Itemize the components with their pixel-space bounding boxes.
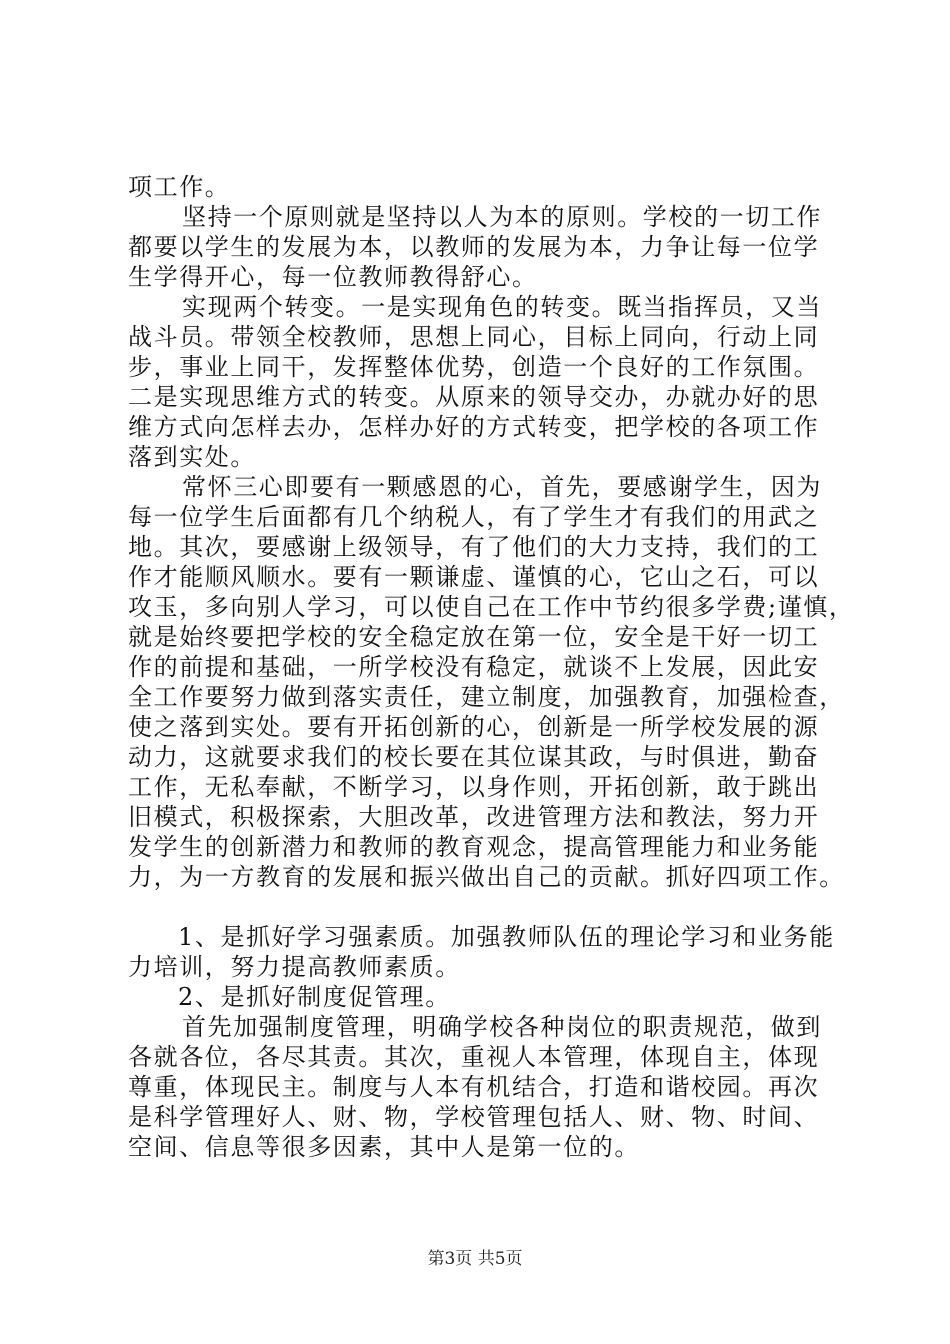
text-line: 1、是抓好学习强素质。加强教师队伍的理论学习和业务能 [178,923,835,951]
text-line: 作的前提和基础，一所学校没有稳定，就谈不上发展，因此安 [128,653,820,681]
text-line: 动力，这就要求我们的校长要在其位谋其政，与时俱进，勤奋 [128,743,820,771]
text-line: 力，为一方教育的发展和振兴做出自己的贡献。抓好四项工作。 [128,863,845,891]
text-line: 坚持一个原则就是坚持以人为本的原则。学校的一切工作 [182,203,822,231]
document-body [128,172,855,1162]
text-line: 生学得开心，每一位教师教得舒心。 [128,263,538,291]
text-line: 战斗员。带领全校教师，思想上同心，目标上同向，行动上同 [128,323,820,351]
text-line: 尊重，体现民主。制度与人本有机结合，打造和谐校园。再次 [128,1073,820,1101]
text-line: 全工作要努力做到落实责任，建立制度，加强教育，加强检查， [128,683,845,711]
text-line: 工作，无私奉献，不断学习，以身作则，开拓创新，敢于跳出 [128,773,820,801]
paragraph-block-2 [128,922,835,1162]
text-line: 力培训，努力提高教师素质。 [128,953,461,981]
text-line: 各就各位，各尽其责。其次，重视人本管理，体现自主，体现 [128,1043,820,1071]
text-line: 攻玉，多向别人学习，可以使自己在工作中节约很多学费;谨慎， [128,593,855,621]
text-line: 都要以学生的发展为本，以教师的发展为本，力争让每一位学 [128,233,820,261]
text-line: 维方式向怎样去办，怎样办好的方式转变，把学校的各项工作 [128,413,820,441]
text-line: 落到实处。 [128,443,256,471]
paragraph-block-1 [128,172,855,892]
text-line: 使之落到实处。要有开拓创新的心，创新是一所学校发展的源 [128,713,820,741]
text-line: 常怀三心即要有一颗感恩的心，首先，要感谢学生，因为 [182,473,822,501]
text-line: 2、是抓好制度促管理。 [178,983,451,1011]
text-line: 空间、信息等很多因素，其中人是第一位的。 [128,1133,640,1161]
text-line: 旧模式，积极探索，大胆改革，改进管理方法和教法，努力开 [128,803,820,831]
text-line: 实现两个转变。一是实现角色的转变。既当指挥员，又当 [182,293,822,321]
text-line: 就是始终要把学校的安全稳定放在第一位，安全是干好一切工 [128,623,820,651]
text-line: 步，事业上同干，发挥整体优势，创造一个良好的工作氛围。 [128,353,820,381]
page-footer: 第3页 共5页 [427,1249,523,1269]
text-line: 发学生的创新潜力和教师的教育观念，提高管理能力和业务能 [128,833,820,861]
text-line: 作才能顺风顺水。要有一颗谦虚、谨慎的心，它山之石，可以 [128,563,820,591]
text-line: 二是实现思维方式的转变。从原来的领导交办，办就办好的思 [128,383,820,411]
text-line: 每一位学生后面都有几个纳税人，有了学生才有我们的用武之 [128,503,820,531]
text-line: 首先加强制度管理，明确学校各种岗位的职责规范，做到 [182,1013,822,1041]
paragraph-gap [128,892,828,922]
text-line: 是科学管理好人、财、物，学校管理包括人、财、物、时间、 [128,1103,820,1131]
text-line: 地。其次，要感谢上级领导，有了他们的大力支持，我们的工 [128,533,820,561]
text-line: 项工作。 [128,173,231,201]
